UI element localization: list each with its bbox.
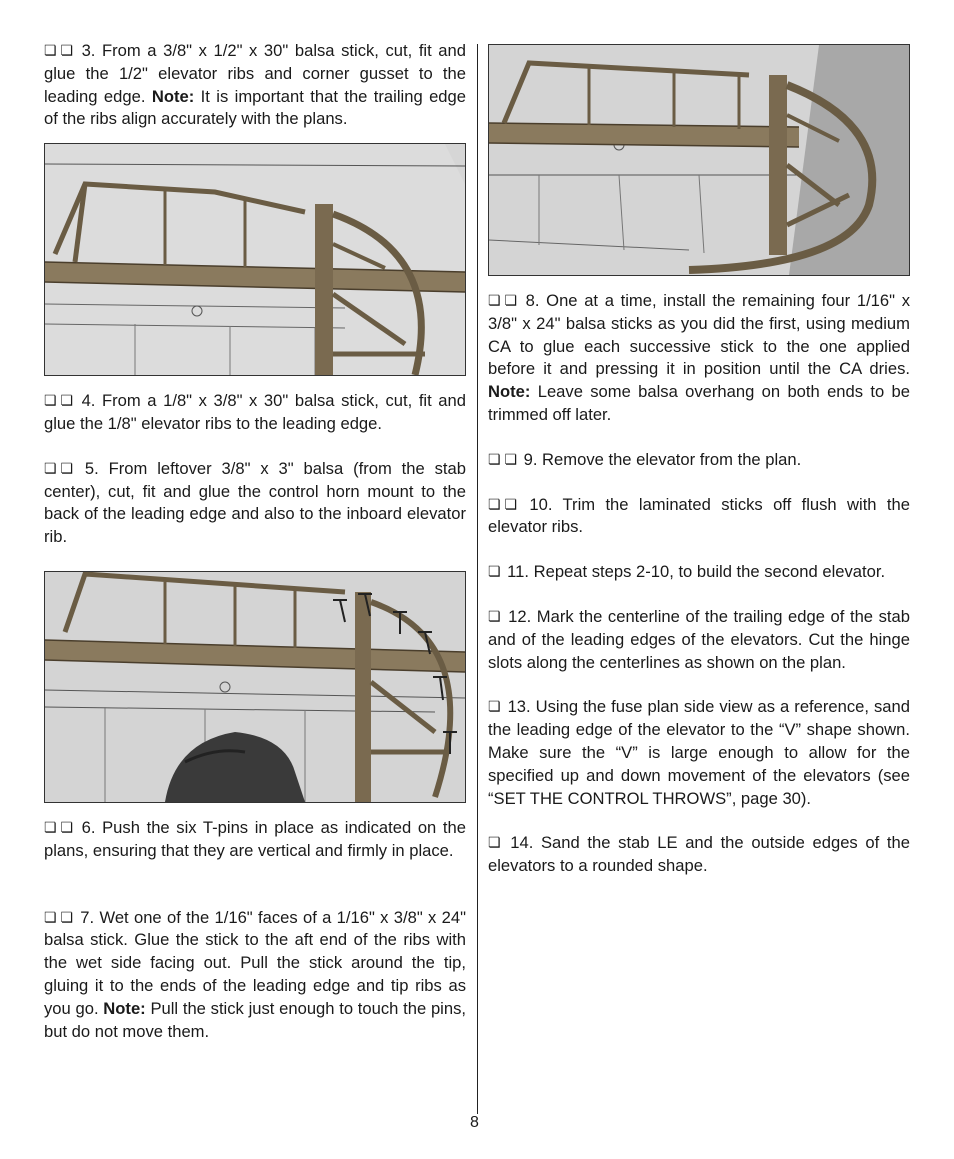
checkbox-icon[interactable]: ❏ ❏ xyxy=(44,459,73,476)
checkbox-icon[interactable]: ❏ ❏ xyxy=(488,495,517,512)
step-6: ❏ ❏ 6. Push the six T-pins in place as indicated on the plans, ensuring that they are vertical and firmly in place. xyxy=(44,817,466,860)
step-4: ❏ ❏ 4. From a 1/8" x 3/8" x 30" balsa stick, cut, fit and glue the 1/8" elevator ribs to the leading edge. xyxy=(44,391,466,433)
laminated-tip-photo xyxy=(488,44,910,276)
checkbox-icon[interactable]: ❏ xyxy=(488,607,501,624)
step-5: ❏ ❏ 5. From leftover 3/8" x 3" balsa (from the stab center), cut, fit and glue the control horn mount to the back of the leading edge and also to the inboard elevator rib. xyxy=(44,458,466,547)
checkbox-icon[interactable]: ❏ ❏ xyxy=(44,818,73,835)
step-13: ❏ 13. Using the fuse plan side view as a reference, sand the leading edge of the elevator to the “V” shape shown. Make sure the “V” is large enough to allow for the specified up and down movement of the elevators (see “SET THE CONTROL THROWS”, page 30). xyxy=(488,697,910,808)
checkbox-icon[interactable]: ❏ xyxy=(488,698,501,715)
checkbox-icon[interactable]: ❏ ❏ xyxy=(44,392,73,409)
checkbox-icon[interactable]: ❏ ❏ xyxy=(488,450,517,467)
note-label: Note: xyxy=(103,998,146,1018)
checkbox-icon[interactable]: ❏ ❏ xyxy=(44,42,73,58)
step-14: ❏ 14. Sand the stab LE and the outside edges of the elevators to a rounded shape. xyxy=(488,833,910,876)
step-10: ❏ ❏ 10. Trim the laminated sticks off flush with the elevator ribs. xyxy=(488,494,910,537)
note-label: Note: xyxy=(151,86,195,106)
elevator-ribs-photo xyxy=(44,143,466,376)
right-column xyxy=(488,44,910,878)
page-number: 8 xyxy=(470,1114,479,1131)
step-3: ❏ ❏ 3. From a 3/8" x 1/2" x 30" balsa stick, cut, fit and glue the 1/2" elevator ribs and corner gusset to the leading edge. Note: It is important that the trailing edge of the ribs align accurately with the plans. xyxy=(44,41,466,129)
column-divider xyxy=(477,44,478,1114)
checkbox-icon[interactable]: ❏ ❏ xyxy=(488,292,517,308)
tpins-photo xyxy=(44,571,466,803)
step-8: ❏ ❏ 8. One at a time, install the remaining four 1/16" x 3/8" x 24" balsa sticks as you did the first, using medium CA to glue each successive stick to the one applied before it and pressing it in position until the CA dries. Note: Leave some balsa overhang on both ends to be trimmed off later. xyxy=(488,291,910,424)
step-11: ❏ 11. Repeat steps 2-10, to build the second elevator. xyxy=(488,562,886,582)
step-12: ❏ 12. Mark the centerline of the trailing edge of the stab and of the leading edges of the elevators. Cut the hinge slots along the centerlines as shown on the plan. xyxy=(488,606,910,672)
note-label: Note: xyxy=(488,382,531,402)
checkbox-icon[interactable]: ❏ xyxy=(488,563,501,580)
step-7: ❏ ❏ 7. Wet one of the 1/16" faces of a 1/16" x 3/8" x 24" balsa stick. Glue the stick to the aft end of the ribs with the wet side facing out. Pull the stick around the tip, gluing it to the ends of the leading edge and tip ribs as you go. Note: Pull the stick just enough to touch the pins, but do not move them. xyxy=(44,907,466,1041)
left-column xyxy=(44,40,466,1043)
checkbox-icon[interactable]: ❏ ❏ xyxy=(44,908,73,925)
checkbox-icon[interactable]: ❏ xyxy=(488,834,501,851)
step-9: ❏ ❏ 9. Remove the elevator from the plan. xyxy=(488,449,802,469)
